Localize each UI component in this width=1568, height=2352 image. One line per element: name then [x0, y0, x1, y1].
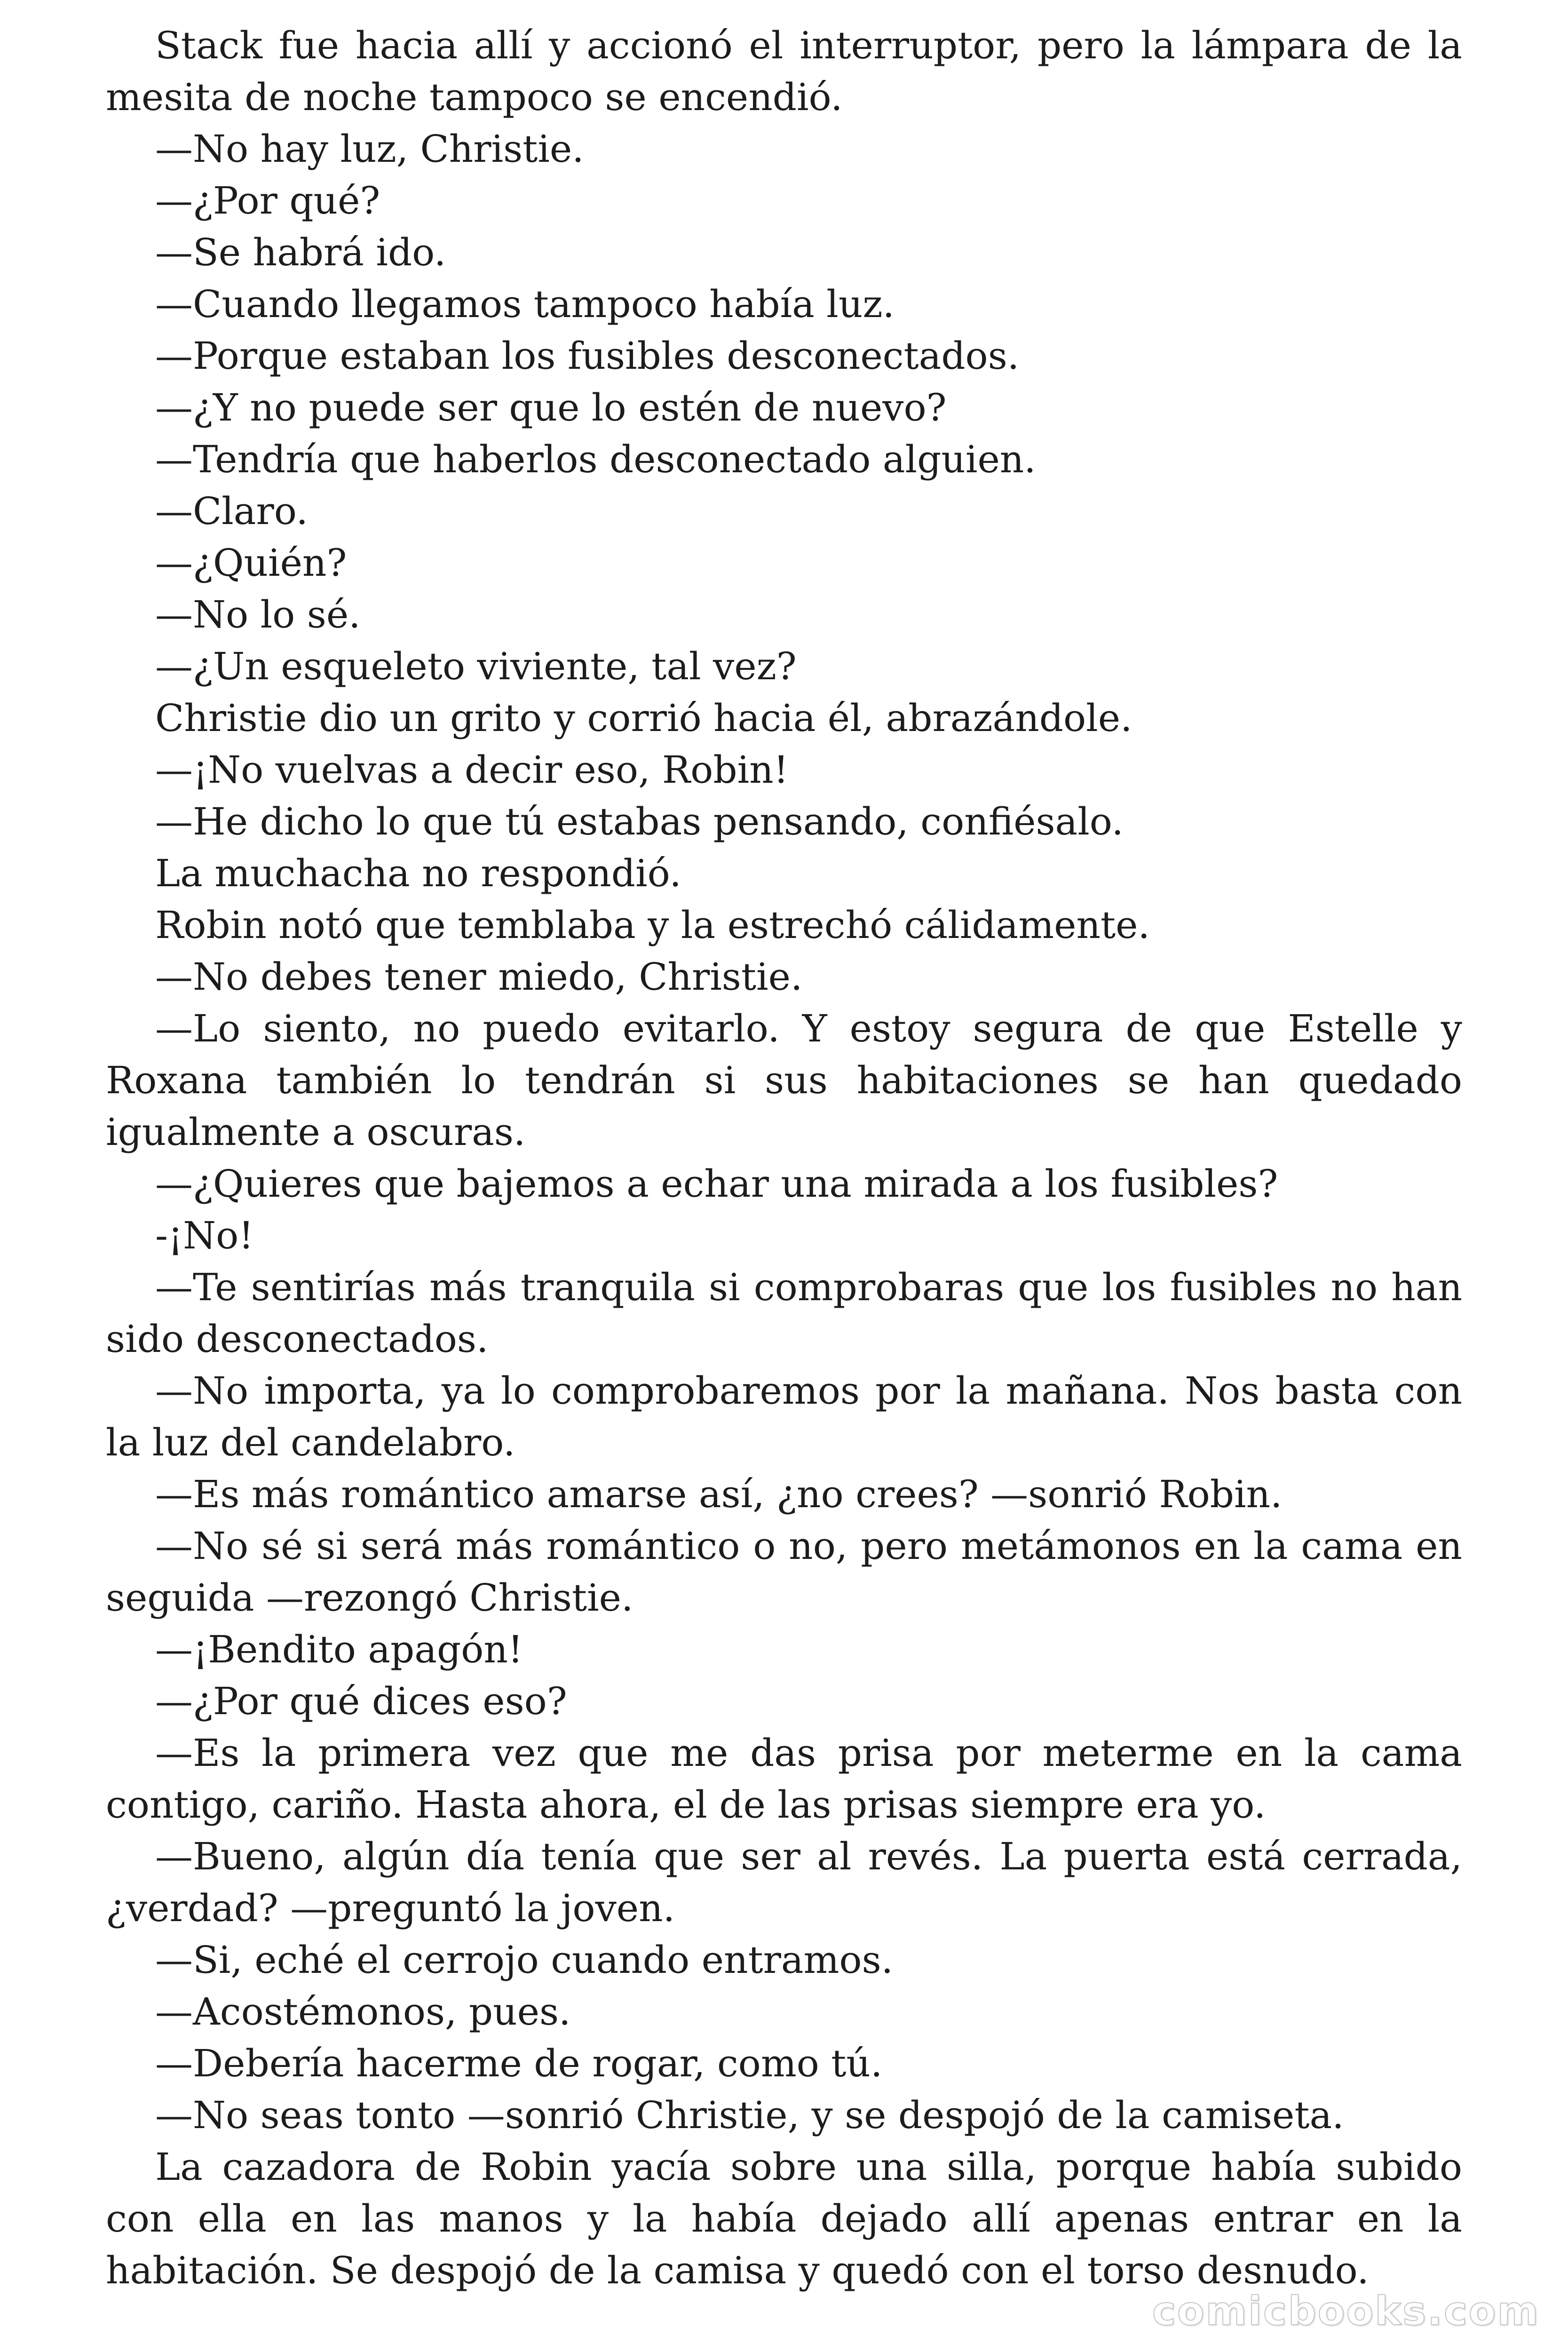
- paragraph: —Te sentirías más tranquila si comprobaras que los fusibles no han sido desconectados.: [106, 1265, 1462, 1361]
- paragraph: —Debería hacerme de rogar, como tú.: [155, 2042, 883, 2085]
- watermark-logo: comicbooks.com: [1152, 2288, 1540, 2334]
- paragraph: Stack fue hacia allí y accionó el interruptor, pero la lámpara de la mesita de noche tampoco se encendió.: [106, 24, 1462, 119]
- paragraph: —Bueno, algún día tenía que ser al revés. La puerta está cerrada, ¿verdad? —preguntó la joven.: [106, 1835, 1462, 1930]
- paragraph: —Acostémonos, pues.: [155, 1990, 571, 2034]
- paragraph: —No importa, ya lo comprobaremos por la mañana. Nos basta con la luz del candelabro.: [106, 1369, 1462, 1464]
- paragraph: —Es más romántico amarse así, ¿no crees? —sonrió Robin.: [155, 1472, 1283, 1516]
- book-page-text: [106, 20, 1462, 2296]
- paragraph: La muchacha no respondió.: [155, 851, 681, 895]
- paragraph: —Si, eché el cerrojo cuando entramos.: [155, 1938, 894, 1982]
- paragraph: —Cuando llegamos tampoco había luz.: [155, 282, 895, 326]
- paragraph: —¿Y no puede ser que lo estén de nuevo?: [155, 386, 947, 429]
- paragraph: —¡Bendito apagón!: [155, 1628, 523, 1671]
- paragraph: —¿Por qué dices eso?: [155, 1679, 567, 1723]
- paragraph: —¿Por qué?: [155, 179, 380, 222]
- paragraph: —No debes tener miedo, Christie.: [155, 955, 803, 999]
- paragraph: —Es la primera vez que me das prisa por meterme en la cama contigo, cariño. Hasta ahora, el de las prisas siempre era yo.: [106, 1731, 1462, 1827]
- paragraph: —No sé si será más romántico o no, pero metámonos en la cama en seguida —rezongó Christie.: [106, 1524, 1462, 1620]
- paragraph: —He dicho lo que tú estabas pensando, confiésalo.: [155, 800, 1124, 843]
- paragraph: —Se habrá ido.: [155, 230, 446, 274]
- paragraph: Christie dio un grito y corrió hacia él, abrazándole.: [155, 696, 1132, 740]
- paragraph: —Claro.: [155, 489, 308, 533]
- paragraph: —¿Un esqueleto viviente, tal vez?: [155, 644, 797, 688]
- paragraph: —No seas tonto —sonrió Christie, y se despojó de la camiseta.: [155, 2093, 1344, 2137]
- paragraph: —Porque estaban los fusibles desconectados.: [155, 334, 1020, 378]
- paragraph: —¿Quieres que bajemos a echar una mirada a los fusibles?: [155, 1162, 1278, 1206]
- paragraph: —Lo siento, no puedo evitarlo. Y estoy segura de que Estelle y Roxana también lo tendrán si sus habitaciones se han quedado igualmente a oscuras.: [106, 1007, 1462, 1154]
- paragraph: —No lo sé.: [155, 593, 361, 636]
- paragraph: —¡No vuelvas a decir eso, Robin!: [155, 748, 789, 792]
- paragraph: -¡No!: [155, 1214, 254, 1257]
- paragraph: La cazadora de Robin yacía sobre una silla, porque había subido con ella en las manos y la había dejado allí apenas entrar en la habitación. Se despojó de la camisa y quedó con el torso desnudo.: [106, 2145, 1462, 2292]
- paragraph: —Tendría que haberlos desconectado alguien.: [155, 437, 1036, 481]
- paragraph: Robin notó que temblaba y la estrechó cálidamente.: [155, 903, 1150, 947]
- paragraph: —¿Quién?: [155, 541, 347, 585]
- paragraph: —No hay luz, Christie.: [155, 127, 584, 171]
